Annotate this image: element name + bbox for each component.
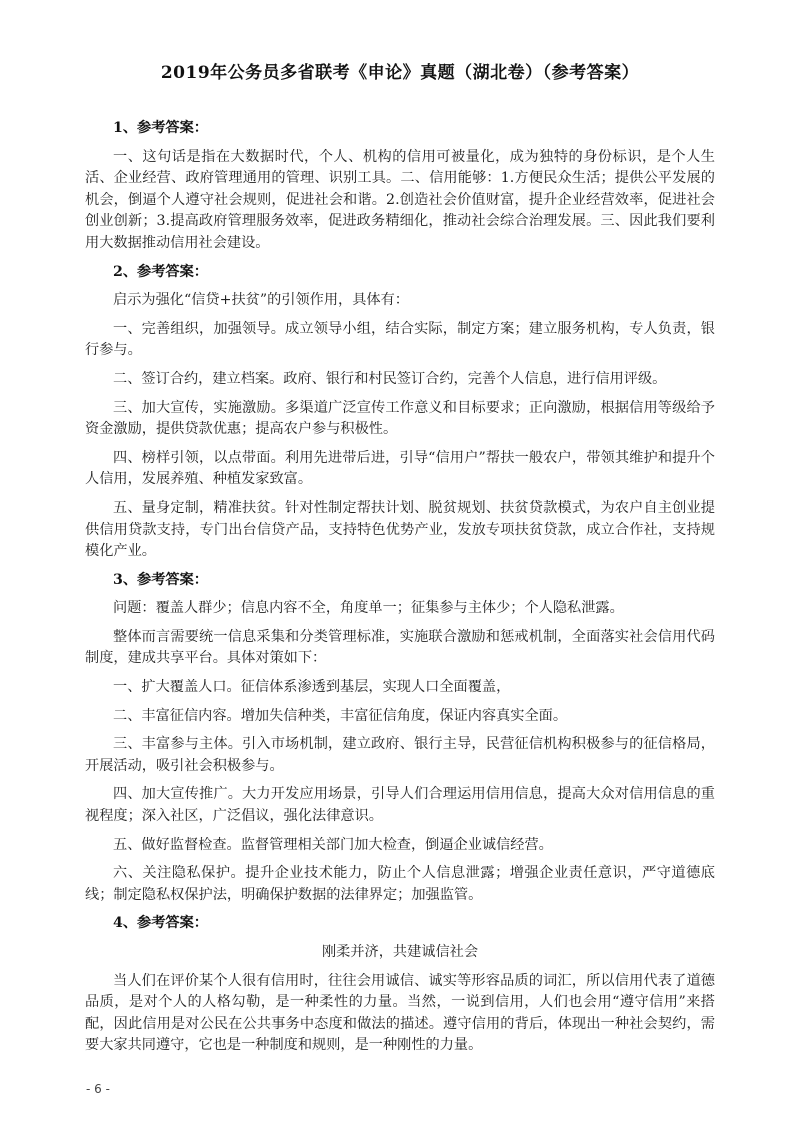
document-body (85, 118, 715, 1064)
paragraph: 五、做好监督检查。监督管理相关部门加大检查，倒逼企业诚信经营。 (113, 836, 553, 853)
paragraph: 六、关注隐私保护。提升企业技术能力，防止个人信息泄露；增强企业责任意识，严守道德底线；制定隐私权保护法，明确保护数据的法律界定；加强监管。 (85, 865, 715, 903)
answer-section-1 (85, 118, 715, 255)
paragraph: 三、丰富参与主体。引入市场机制，建立政府、银行主导，民营征信机构积极参与的征信格局，开展活动，吸引社会积极参与。 (85, 736, 715, 774)
paragraph: 启示为强化“信贷+扶贫”的引领作用，具体有： (113, 292, 409, 309)
page-title: 2019年公务员多省联考《申论》真题（湖北卷）（参考答案） (160, 63, 640, 83)
answer-section-2 (85, 262, 715, 563)
page-number: - 6 - (86, 1082, 110, 1096)
paragraph: 整体而言需要统一信息采集和分类管理标准，实施联合激励和惩戒机制，全面落实社会信用代码制度，建成共享平台。具体对策如下： (85, 628, 715, 667)
paragraph: 二、签订合约，建立档案。政府、银行和村民签订合约，完善个人信息，进行信用评级。 (113, 370, 667, 387)
paragraph: 一、扩大覆盖人口。征信体系渗透到基层，实现人口全面覆盖， (113, 679, 511, 696)
section-heading: 4、参考答案： (113, 915, 208, 932)
answer-section-3 (85, 570, 715, 907)
section-heading: 1、参考答案： (113, 120, 208, 136)
paragraph: 一、这句话是指在大数据时代，个人、机构的信用可被量化，成为独特的身份标识，是个人生活、企业经营、政府管理通用的管理、识别工具。二、信用能够：1.方便民众生活；提供公平发展的机会，倒逼个人遵守社会规则，促进社会和谐。2.创造社会价值财富，提升企业经营效率，促进社会创业创新；3.提高政府管理服务效率，促进政务精细化，推动社会综合治理发展。三、因此我们要利用大数据推动信用社会建设。 (85, 148, 715, 251)
section-heading: 3、参考答案： (113, 571, 208, 588)
paragraph: 二、丰富征信内容。增加失信种类，丰富征信角度，保证内容真实全面。 (113, 707, 568, 724)
paragraph: 四、榜样引领，以点带面。利用先进带后进，引导“信用户”帮扶一般农户，带领其维护和提升个人信用，发展养殖、种植发家致富。 (85, 449, 715, 488)
paragraph: 问题：覆盖人群少；信息内容不全，角度单一；征集参与主体少；个人隐私泄露。 (113, 600, 624, 617)
answer-section-4 (85, 913, 715, 1057)
paragraph: 一、完善组织，加强领导。成立领导小组，结合实际，制定方案；建立服务机构，专人负责，银行参与。 (85, 320, 715, 359)
paragraph: 五、量身定制，精准扶贫。针对性制定帮扶计划、脱贫规划、扶贫贷款模式，为农户自主创业提供信用贷款支持，专门出台信贷产品，支持特色优势产业，发放专项扶贫贷款，成立合作社，支持规模化产业。 (85, 499, 715, 560)
paragraph: 三、加大宣传，实施激励。多渠道广泛宣传工作意义和目标要求；正向激励，根据信用等级给予资金激励，提供贷款优惠；提高农户参与积极性。 (85, 399, 715, 438)
section-heading: 2、参考答案： (113, 263, 208, 280)
paragraph: 当人们在评价某个人很有信用时，往往会用诚信、诚实等形容品质的词汇，所以信用代表了道德品质，是对个人的人格勾勒，是一种柔性的力量。当然，一说到信用，人们也会用“遵守信用”来搭配，因此信用是对公民在公共事务中态度和做法的描述。遵守信用的背后，体现出一种社会契约，需要大家共同遵守，它也是一种制度和规则，是一种刚性的力量。 (85, 972, 715, 1054)
essay-title: 刚柔并济，共建诚信社会 (321, 944, 479, 960)
paragraph: 四、加大宣传推广。大力开发应用场景，引导人们合理运用信用信息，提高大众对信用信息的重视程度；深入社区，广泛倡议，强化法律意识。 (85, 786, 715, 825)
